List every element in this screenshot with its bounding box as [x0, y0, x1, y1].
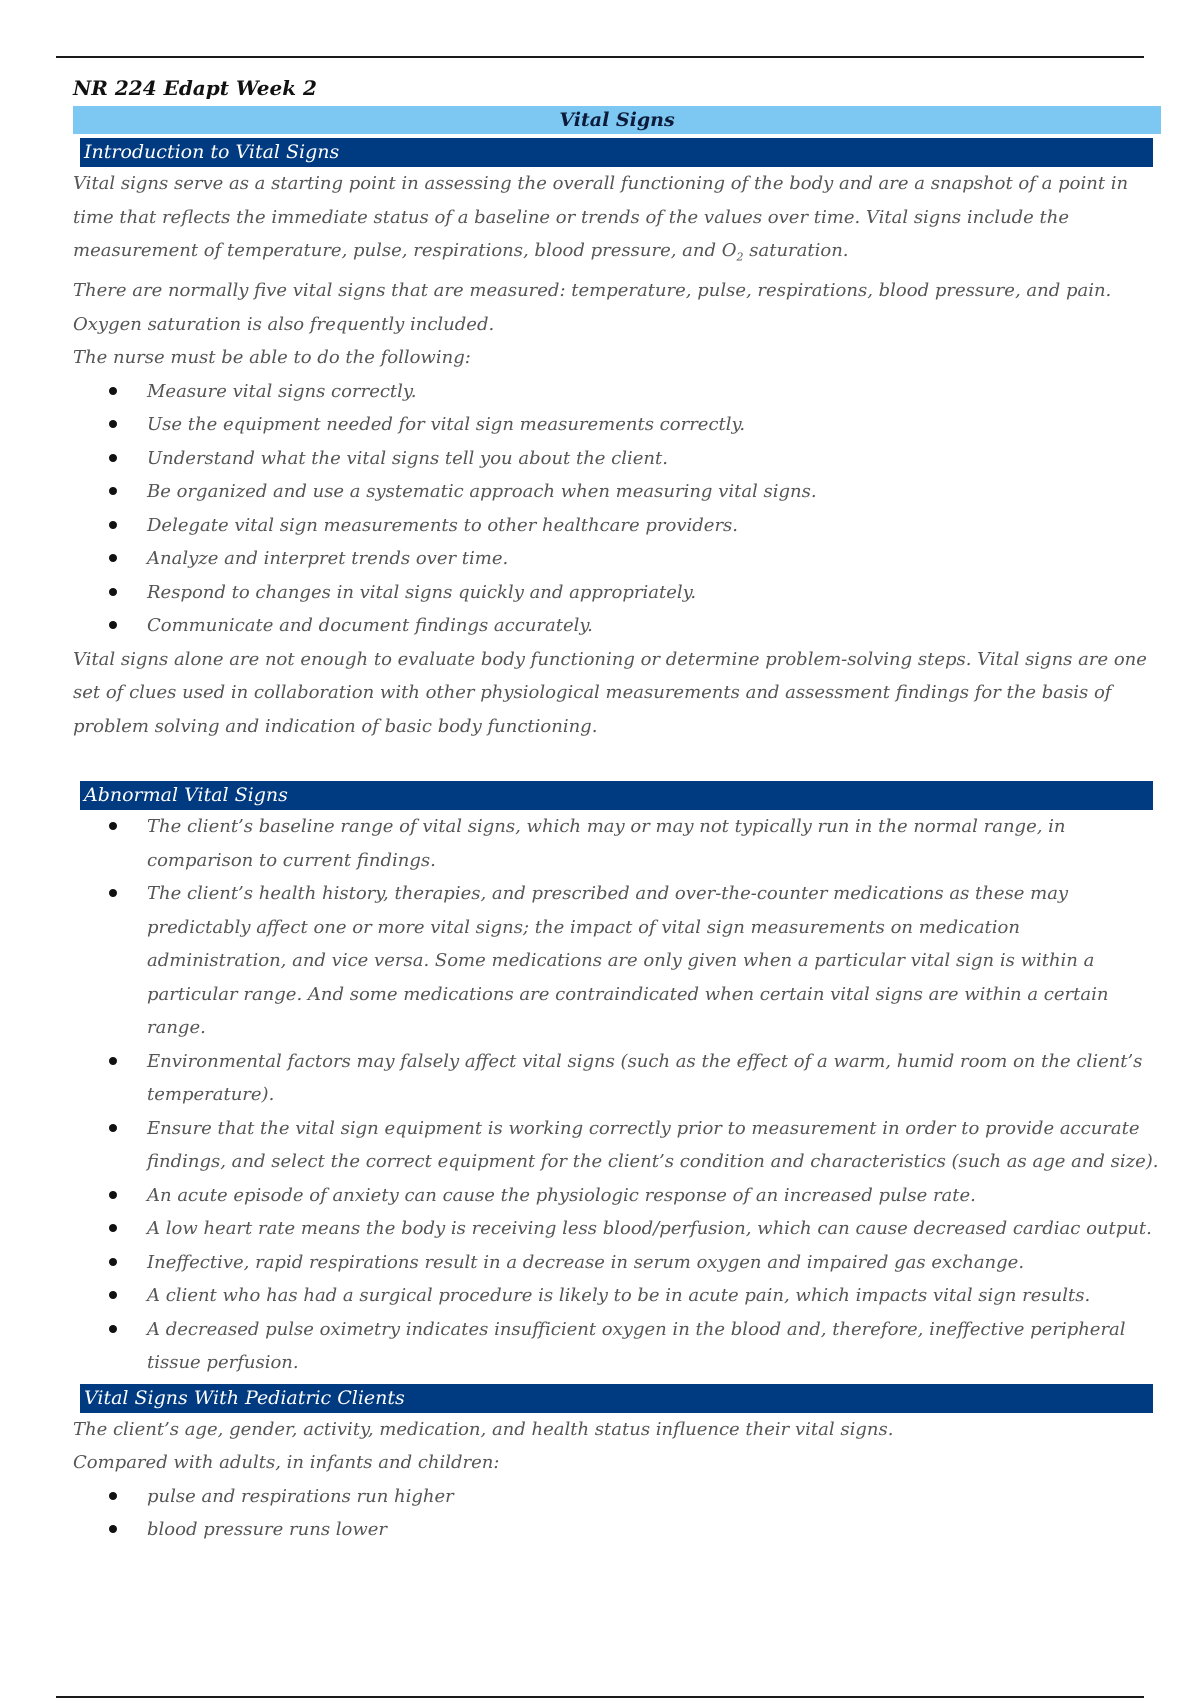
list-item [73, 1112, 1161, 1179]
bottom-rule [56, 1696, 1144, 1698]
bullet-icon [109, 387, 117, 395]
section-header-abnormal: Abnormal Vital Signs [80, 781, 1153, 810]
document-title: NR 224 Edapt Week 2 [73, 76, 317, 100]
list-item-text: Ineffective, rapid respirations result in a decrease in serum oxygen and impaired gas exchange. [147, 1251, 1025, 1273]
bullet-icon [109, 1057, 117, 1065]
list-item-text: A low heart rate means the body is receiving less blood/perfusion, which can cause decreased cardiac output. [147, 1218, 1152, 1240]
bullet-icon [109, 588, 117, 596]
list-item-text: pulse and respirations run higher [147, 1485, 454, 1507]
list-item-text: blood pressure runs lower [147, 1519, 388, 1541]
list-item [73, 877, 1161, 1045]
abnormal-bullet-list [73, 810, 1161, 1380]
list-item-text: Understand what the vital signs tell you about the client. [147, 447, 668, 469]
bullet-icon [109, 554, 117, 562]
list-item [73, 509, 1161, 543]
list-item-text: Ensure that the vital sign equipment is working correctly prior to measurement in order to provide accurate findings, and select the correct equipment for the client’s condition and characteristics (such as age and size). [147, 1117, 1159, 1173]
intro-paragraph-4: Vital signs alone are not enough to evaluate body functioning or determine problem-solving steps. Vital signs are one set of clues used in collaboration with other physiological measurements and assessment findings for the basis of problem solving and indication of basic body functioning. [73, 648, 1147, 737]
list-item-text: Measure vital signs correctly. [147, 380, 417, 402]
list-item-text: A client who has had a surgical procedure is likely to be in acute pain, which impacts vital sign results. [147, 1285, 1091, 1307]
pediatric-bullet-list [73, 1480, 1161, 1547]
list-item [73, 475, 1161, 509]
document-body [73, 74, 1161, 1547]
list-item-text: A decreased pulse oximetry indicates insufficient oxygen in the blood and, therefore, ineffective peripheral tissue perfusion. [147, 1318, 1126, 1374]
bullet-icon [109, 1191, 117, 1199]
list-item [73, 408, 1161, 442]
o2-subscript: 2 [736, 250, 744, 264]
list-item-text: The client’s health history, therapies, and prescribed and over-the-counter medications as these may predictably affect one or more vital signs; the impact of vital sign measurements on medication administration, and vice versa. Some medications are only given when a particular vital sign is within a particular range. And some medications are contraindicated when certain vital signs are within a certain range. [147, 883, 1109, 1039]
list-item [73, 1179, 1161, 1213]
bullet-icon [109, 454, 117, 462]
list-item-text: Delegate vital sign measurements to other healthcare providers. [147, 514, 739, 536]
list-item [73, 1313, 1161, 1380]
list-item [73, 542, 1161, 576]
intro-paragraph-3: The nurse must be able to do the following: [73, 347, 471, 369]
top-rule [56, 56, 1144, 58]
intro-paragraph-1-text: Vital signs serve as a starting point in assessing the overall functioning of the body and are a snapshot of a point in time that reflects the immediate status of a baseline or trends of the values over time. Vital signs include the measurement of temperature, pulse, respirations, blood pressure, and O [73, 173, 1129, 261]
list-item-text: Communicate and document findings accurately. [147, 615, 593, 637]
list-item [73, 1045, 1161, 1112]
bullet-icon [109, 822, 117, 830]
list-item [73, 810, 1161, 877]
list-item-text: Analyze and interpret trends over time. [147, 548, 509, 570]
bullet-icon [109, 889, 117, 897]
list-item [73, 442, 1161, 476]
section-header-pediatric: Vital Signs With Pediatric Clients [80, 1384, 1153, 1413]
list-item-text: Environmental factors may falsely affect vital signs (such as the effect of a warm, humid room on the client’s temperature). [147, 1050, 1143, 1106]
list-item [73, 1246, 1161, 1280]
bullet-icon [109, 1124, 117, 1132]
list-item [73, 1480, 1161, 1514]
bullet-icon [109, 420, 117, 428]
list-item-text: Respond to changes in vital signs quickly and appropriately. [147, 581, 697, 603]
bullet-icon [109, 487, 117, 495]
list-item-text: Use the equipment needed for vital sign measurements correctly. [147, 414, 746, 436]
title-banner: Vital Signs [73, 106, 1161, 134]
pediatric-paragraph-1: The client’s age, gender, activity, medication, and health status influence their vital signs. [73, 1418, 894, 1440]
bullet-icon [109, 1258, 117, 1266]
pediatric-paragraph-2: Compared with adults, in infants and children: [73, 1452, 500, 1474]
intro-paragraph-1-end: saturation. [743, 240, 849, 261]
list-item [73, 1279, 1161, 1313]
list-item-text: Be organized and use a systematic approach when measuring vital signs. [147, 481, 817, 503]
bullet-icon [109, 1224, 117, 1232]
bullet-icon [109, 1525, 117, 1533]
list-item [73, 576, 1161, 610]
list-item-text: The client’s baseline range of vital signs, which may or may not typically run in the normal range, in comparison to current findings. [147, 816, 1066, 871]
list-item [73, 609, 1161, 643]
bullet-icon [109, 1325, 117, 1333]
bullet-icon [109, 1492, 117, 1500]
intro-paragraph-2: There are normally five vital signs that are measured: temperature, pulse, respirations, blood pressure, and pain. Oxygen saturation is also frequently included. [73, 280, 1112, 335]
intro-paragraph-1 [73, 167, 1161, 274]
list-item [73, 375, 1161, 409]
list-item [73, 1513, 1161, 1547]
section-header-introduction: Introduction to Vital Signs [80, 138, 1153, 167]
list-item-text: An acute episode of anxiety can cause the physiologic response of an increased pulse rate. [147, 1184, 976, 1206]
bullet-icon [109, 621, 117, 629]
bullet-icon [109, 521, 117, 529]
intro-bullet-list [73, 375, 1161, 643]
list-item [73, 1212, 1161, 1246]
bullet-icon [109, 1291, 117, 1299]
